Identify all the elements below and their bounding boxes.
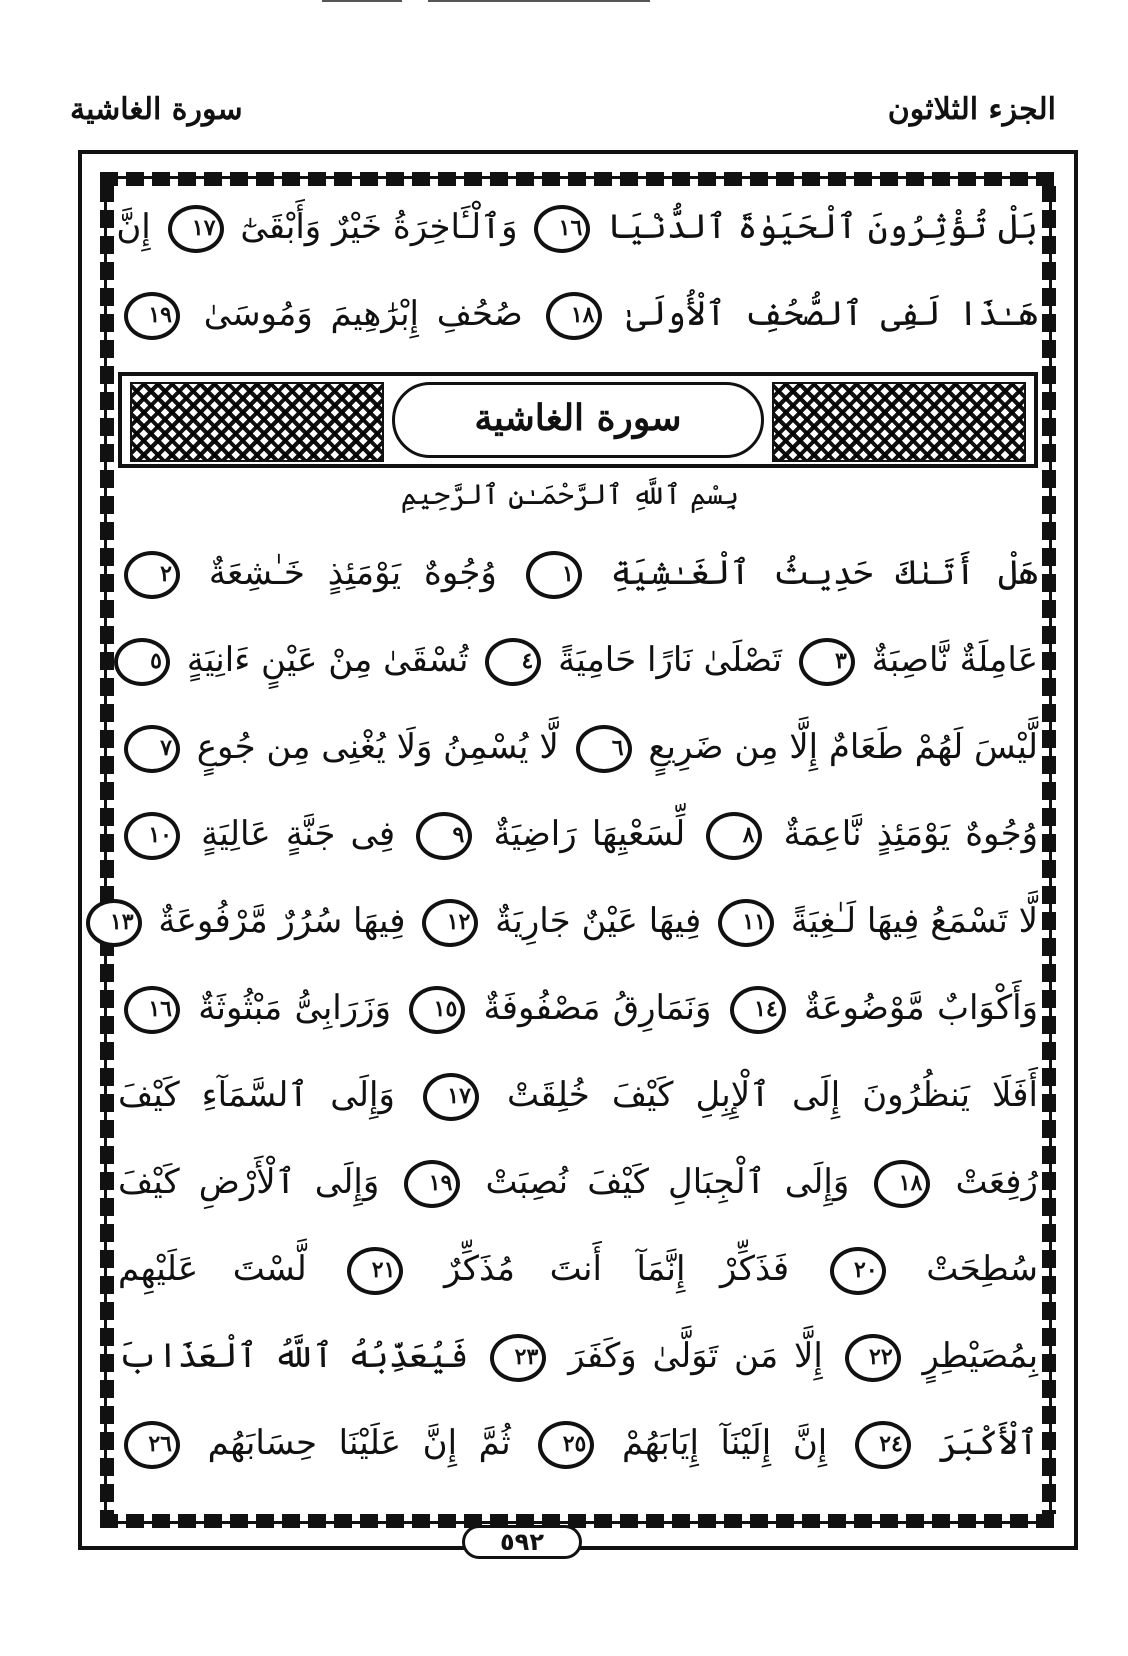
verse-text: فَيُعَذِّبُهُ ٱللَّهُ ٱلْعَذَابَ: [118, 1336, 469, 1376]
running-head-juz: الجزء الثلاثون: [887, 92, 1056, 127]
page-number: ٥٩٢: [462, 1525, 582, 1559]
verse-line: [118, 184, 1038, 271]
verse-line: [118, 1052, 1038, 1139]
surah-title-cartouche: [392, 382, 764, 458]
verse-text: ثُمَّ إِنَّ عَلَيْنَا حِسَابَهُم: [207, 1423, 511, 1463]
verse-text: إِلَّا مَن تَوَلَّىٰ وَكَفَرَ: [568, 1336, 823, 1376]
ayah-number-marker: ٢٠: [830, 1247, 886, 1295]
verse-line: [118, 1400, 1038, 1487]
ayah-number-marker: ١٦: [534, 205, 590, 253]
verse-text: فَذَكِّرْ إِنَّمَآ أَنتَ مُذَكِّرٌ: [444, 1249, 790, 1289]
verse-text: سُطِحَتْ: [926, 1249, 1039, 1289]
verse-text: إِنَّ: [116, 207, 151, 247]
basmala: بِسْمِ ٱللَّهِ ٱلرَّحْمَـٰنِ ٱلرَّحِيمِ: [400, 478, 740, 511]
ayah-number-marker: ٢١: [347, 1247, 403, 1295]
verse-text: بِمُصَيْطِرٍ: [922, 1336, 1039, 1376]
verse-text: وَإِلَى ٱلْأَرْضِ كَيْفَ: [118, 1162, 380, 1202]
ayah-number-marker: ٩: [416, 812, 472, 860]
verse-text: وَزَرَابِىُّ مَبْثُوثَةٌ: [198, 988, 392, 1028]
verse-text: رُفِعَتْ: [955, 1162, 1038, 1202]
ayah-number-marker: ١٩: [404, 1160, 460, 1208]
verse-text: وَإِلَى ٱلسَّمَآءِ كَيْفَ: [118, 1075, 395, 1115]
verse-text: وَأَكْوَابٌ مَّوْضُوعَةٌ: [803, 988, 1039, 1028]
ayah-number-marker: ١٢: [422, 899, 478, 947]
verse-text: هَلْ أَتَىٰكَ حَدِيثُ ٱلْغَـٰشِيَةِ: [610, 553, 1039, 593]
surah-title-banner: [118, 372, 1038, 468]
verse-line: [109, 878, 1038, 965]
verse-text: لَّا تَسْمَعُ فِيهَا لَـٰغِيَةً: [790, 901, 1038, 941]
ayah-number-marker: ١٠: [124, 812, 180, 860]
ayah-number-marker: ٧: [124, 725, 180, 773]
verse-line: [118, 1226, 1038, 1313]
verse-text: فِى جَنَّةٍ عَالِيَةٍ: [201, 814, 396, 854]
ayah-number-marker: ٢٢: [845, 1334, 901, 1382]
verse-text: لَّسْتَ عَلَيْهِم: [118, 1249, 307, 1289]
ayah-number-marker: ٢: [124, 551, 180, 599]
ornament-pattern: [130, 382, 384, 462]
verse-text: فِيهَا سُرُرٌ مَّرْفُوعَةٌ: [158, 901, 406, 941]
ayah-number-marker: ٦: [576, 725, 632, 773]
verse-text: لَّا يُسْمِنُ وَلَا يُغْنِى مِن جُوعٍ: [196, 727, 559, 767]
verse-text: لِّسَعْيِهَا رَاضِيَةٌ: [493, 814, 686, 854]
ayah-number-marker: ٢٦: [124, 1421, 180, 1469]
surah-verses: [109, 530, 1039, 1487]
ayah-number-marker: ٢٣: [490, 1334, 546, 1382]
ayah-number-marker: ١١: [718, 899, 774, 947]
verse-text: فِيهَا عَيْنٌ جَارِيَةٌ: [495, 901, 702, 941]
verse-line: [118, 704, 1038, 791]
verse-text: صُحُفِ إِبْرَٰهِيمَ وَمُوسَىٰ: [203, 294, 523, 334]
verse-text: وَإِلَى ٱلْجِبَالِ كَيْفَ نُصِبَتْ: [485, 1162, 850, 1202]
verse-line: [118, 530, 1038, 617]
ayah-number-marker: ١٥: [409, 986, 465, 1034]
surah-title: سورة الغاشية: [474, 397, 682, 439]
ayah-number-marker: ١٩: [124, 292, 180, 340]
ornament-pattern: [772, 382, 1026, 462]
verse-text: لَّيْسَ لَهُمْ طَعَامٌ إِلَّا مِن ضَرِيعٍ: [648, 727, 1038, 767]
top-rule-left: [322, 0, 402, 2]
ayah-number-marker: ١: [526, 551, 582, 599]
ayah-number-marker: ١٧: [168, 205, 224, 253]
previous-surah-text: [118, 184, 1038, 358]
verse-text: وُجُوهٌ يَوْمَئِذٍ خَـٰشِعَةٌ: [208, 553, 497, 593]
verse-line: [118, 1139, 1038, 1226]
verse-text: هَـٰذَا لَفِى ٱلصُّحُفِ ٱلْأُولَىٰ: [626, 294, 1038, 334]
verse-text: وُجُوهٌ يَوْمَئِذٍ نَّاعِمَةٌ: [783, 814, 1039, 854]
ayah-number-marker: ٢٥: [538, 1421, 594, 1469]
ayah-number-marker: ١٨: [546, 292, 602, 340]
ayah-number-marker: ٤: [485, 638, 541, 686]
verse-text: إِنَّ إِلَيْنَآ إِيَابَهُمْ: [621, 1423, 828, 1463]
ayah-number-marker: ١٣: [86, 899, 142, 947]
verse-text: تَصْلَىٰ نَارًا حَامِيَةً: [558, 640, 783, 680]
verse-text: بَلْ تُؤْثِرُونَ ٱلْحَيَوٰةَ ٱلدُّنْيَا: [607, 207, 1038, 247]
ayah-number-marker: ١٨: [874, 1160, 930, 1208]
ayah-number-marker: ٨: [706, 812, 762, 860]
verse-text: أَفَلَا يَنظُرُونَ إِلَى ٱلْإِبِلِ كَيْفَ خُلِقَتْ: [506, 1075, 1038, 1115]
verse-text: وَٱلْـَٔاخِرَةُ خَيْرٌ وَأَبْقَىٰٓ: [240, 207, 518, 247]
running-head-surah: سورة الغاشية: [70, 92, 243, 127]
verse-line: [118, 617, 1038, 704]
ayah-number-marker: ١٦: [124, 986, 180, 1034]
ayah-number-marker: ٢٤: [855, 1421, 911, 1469]
verse-text: وَنَمَارِقُ مَصْفُوفَةٌ: [483, 988, 712, 1028]
verse-line: [118, 1313, 1038, 1400]
verse-text: تُسْقَىٰ مِنْ عَيْنٍ ءَانِيَةٍ: [186, 640, 469, 680]
verse-line: [118, 791, 1038, 878]
verse-line: [118, 271, 1038, 358]
ayah-number-marker: ١٧: [423, 1073, 479, 1121]
verse-line: [118, 965, 1038, 1052]
ayah-number-marker: ٥: [114, 638, 170, 686]
verse-text: ٱلْأَكْبَرَ: [938, 1423, 1039, 1463]
verse-text: عَامِلَةٌ نَّاصِبَةٌ: [871, 640, 1038, 680]
top-rule-right: [428, 0, 650, 2]
ayah-number-marker: ١٤: [730, 986, 786, 1034]
ayah-number-marker: ٣: [799, 638, 855, 686]
